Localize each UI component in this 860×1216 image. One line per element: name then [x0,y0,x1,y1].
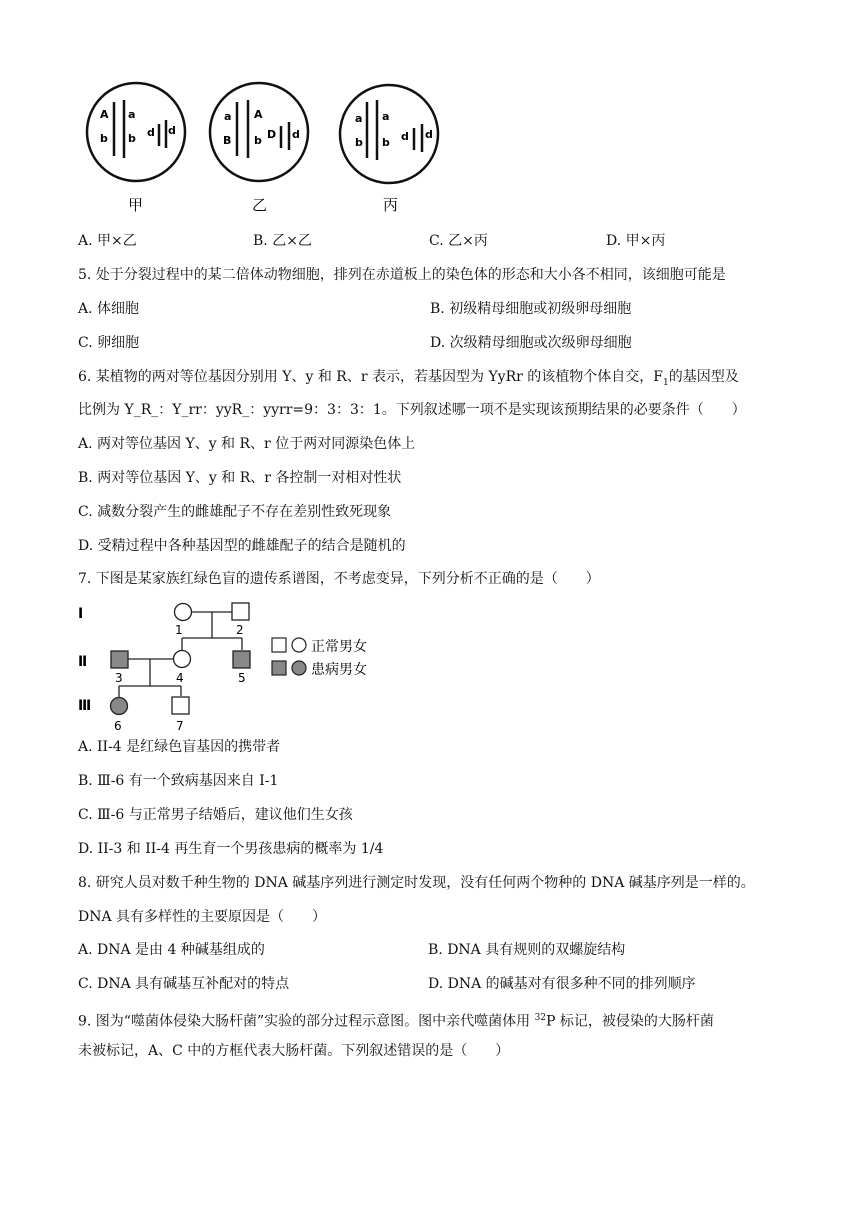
gene-label: B [223,134,232,147]
option-text: D. 次级精母细胞或次级卵母细胞 [430,335,632,351]
option-text: D. II-3 和 II-4 再生育一个男孩患病的概率为 1/4 [78,841,384,857]
cell-name-yi: 乙 [252,196,268,214]
question-stem: 5. 处于分裂过程中的某二倍体动物细胞，排列在赤道板上的染色体的形态和大小各不相同，该细胞可能是 [78,267,726,283]
gene-label: d [292,128,300,141]
gene-label: b [128,132,136,145]
gene-label: b [382,136,390,149]
pedigree-iii6-female-affected [111,698,128,715]
individual-number: 6 [114,719,122,733]
cell-diagrams [0,70,860,290]
individual-number: 5 [238,671,246,685]
subscript: 1 [663,377,669,388]
option-text: B. Ⅲ-6 有一个致病基因来自 I-1 [78,773,279,789]
stem-text: P 标记，被侵染的大肠杆菌 [546,1013,714,1030]
legend-normal-female [292,638,306,652]
question-stem-cont: 未被标记，A、C 中的方框代表大肠杆菌。下列叙述错误的是（ ） [78,1043,510,1059]
gene-label: b [100,132,108,145]
question-stem [78,1008,714,1032]
legend-affected-female [292,661,306,675]
individual-number: 4 [176,671,184,685]
option-text: C. Ⅲ-6 与正常男子结婚后，建议他们生女孩 [78,807,353,823]
option-text: C. 乙×丙 [429,233,488,249]
legend-affected-label: 患病男女 [311,662,367,678]
pedigree-chart [70,596,490,736]
option-text: B. DNA 具有规则的双螺旋结构 [428,942,626,958]
option-text: B. 初级精母细胞或初级卵母细胞 [430,301,632,317]
question-stem: 7. 下图是某家族红绿色盲的遗传系谱图，不考虑变异，下列分析不正确的是（ ） [78,571,600,587]
question-stem-cont: 比例为 Y_R_：Y_rr：yyR_：yyrr=9：3：3：1。下列叙述哪一项不是实现该预期结果的必要条件（ ） [78,402,746,418]
generation-label: Ⅲ [78,698,92,714]
cell-name-jia: 甲 [128,196,144,214]
gene-label: a [128,108,136,121]
generation-label: Ⅱ [78,654,88,670]
legend-normal-label: 正常男女 [311,639,367,655]
superscript: 32 [534,1013,547,1023]
stem-text: 9. 图为“噬菌体侵染大肠杆菌”实验的部分过程示意图。图中亲代噬菌体用 [78,1013,535,1030]
option-text: B. 乙×乙 [253,233,312,249]
option-text: C. 卵细胞 [78,335,140,351]
cell-name-bing: 丙 [383,196,399,214]
gene-label: b [355,136,363,149]
pedigree-ii4-female [174,651,191,668]
cell-jia [87,83,185,181]
gene-label: b [254,134,262,147]
option-text: D. 受精过程中各种基因型的雌雄配子的结合是随机的 [78,538,406,554]
question-stem-cont: DNA 具有多样性的主要原因是（ ） [78,909,327,925]
question-stem [78,367,739,393]
gene-label: a [382,110,390,123]
gene-label: d [168,124,176,137]
pedigree-ii5-male-affected [233,651,250,668]
cell-yi [210,83,308,181]
option-text: A. DNA 是由 4 种碱基组成的 [78,942,265,958]
generation-label: Ⅰ [78,606,84,622]
gene-label: A [254,108,263,121]
question-stem: 8. 研究人员对数千种生物的 DNA 碱基序列进行测定时发现，没有任何两个物种的 DNA 碱基序列是一样的。 [78,875,755,891]
gene-label: D [267,128,277,141]
option-text: D. 甲×丙 [606,233,666,249]
legend-affected-male [272,661,286,675]
option-text: D. DNA 的碱基对有很多种不同的排列顺序 [428,976,696,992]
gene-label: a [355,112,363,125]
individual-number: 1 [175,623,183,637]
gene-label: a [224,110,232,123]
pedigree-ii3-male-affected [111,651,128,668]
option-text: C. 减数分裂产生的雌雄配子不存在差别性致死现象 [78,504,392,520]
option-text: A. 体细胞 [78,301,140,317]
gene-label: d [147,126,155,139]
stem-text: 6. 某植物的两对等位基因分别用 Y、y 和 R、r 表示，若基因型为 YyRr 的该植物个体自交，F [78,369,663,385]
gene-label: d [425,128,433,141]
cell-bing [340,85,438,183]
option-text: A. 两对等位基因 Y、y 和 R、r 位于两对同源染色体上 [78,436,416,452]
pedigree-iii7-male [172,697,189,714]
option-text: A. 甲×乙 [78,233,137,249]
gene-label: A [100,108,109,121]
legend-normal-male [272,638,286,652]
option-text: C. DNA 具有碱基互补配对的特点 [78,976,290,992]
option-text: A. II-4 是红绿色盲基因的携带者 [78,739,281,755]
individual-number: 7 [176,719,184,733]
pedigree-i2-male [232,603,249,620]
individual-number: 2 [236,623,244,637]
pedigree-legend [272,638,367,678]
option-text: B. 两对等位基因 Y、y 和 R、r 各控制一对相对性状 [78,470,402,486]
gene-label: d [401,130,409,143]
cell-bing-membrane [340,85,438,183]
individual-number: 3 [115,671,123,685]
pedigree-i1-female [175,604,192,621]
stem-text: 的基因型及 [668,369,739,385]
